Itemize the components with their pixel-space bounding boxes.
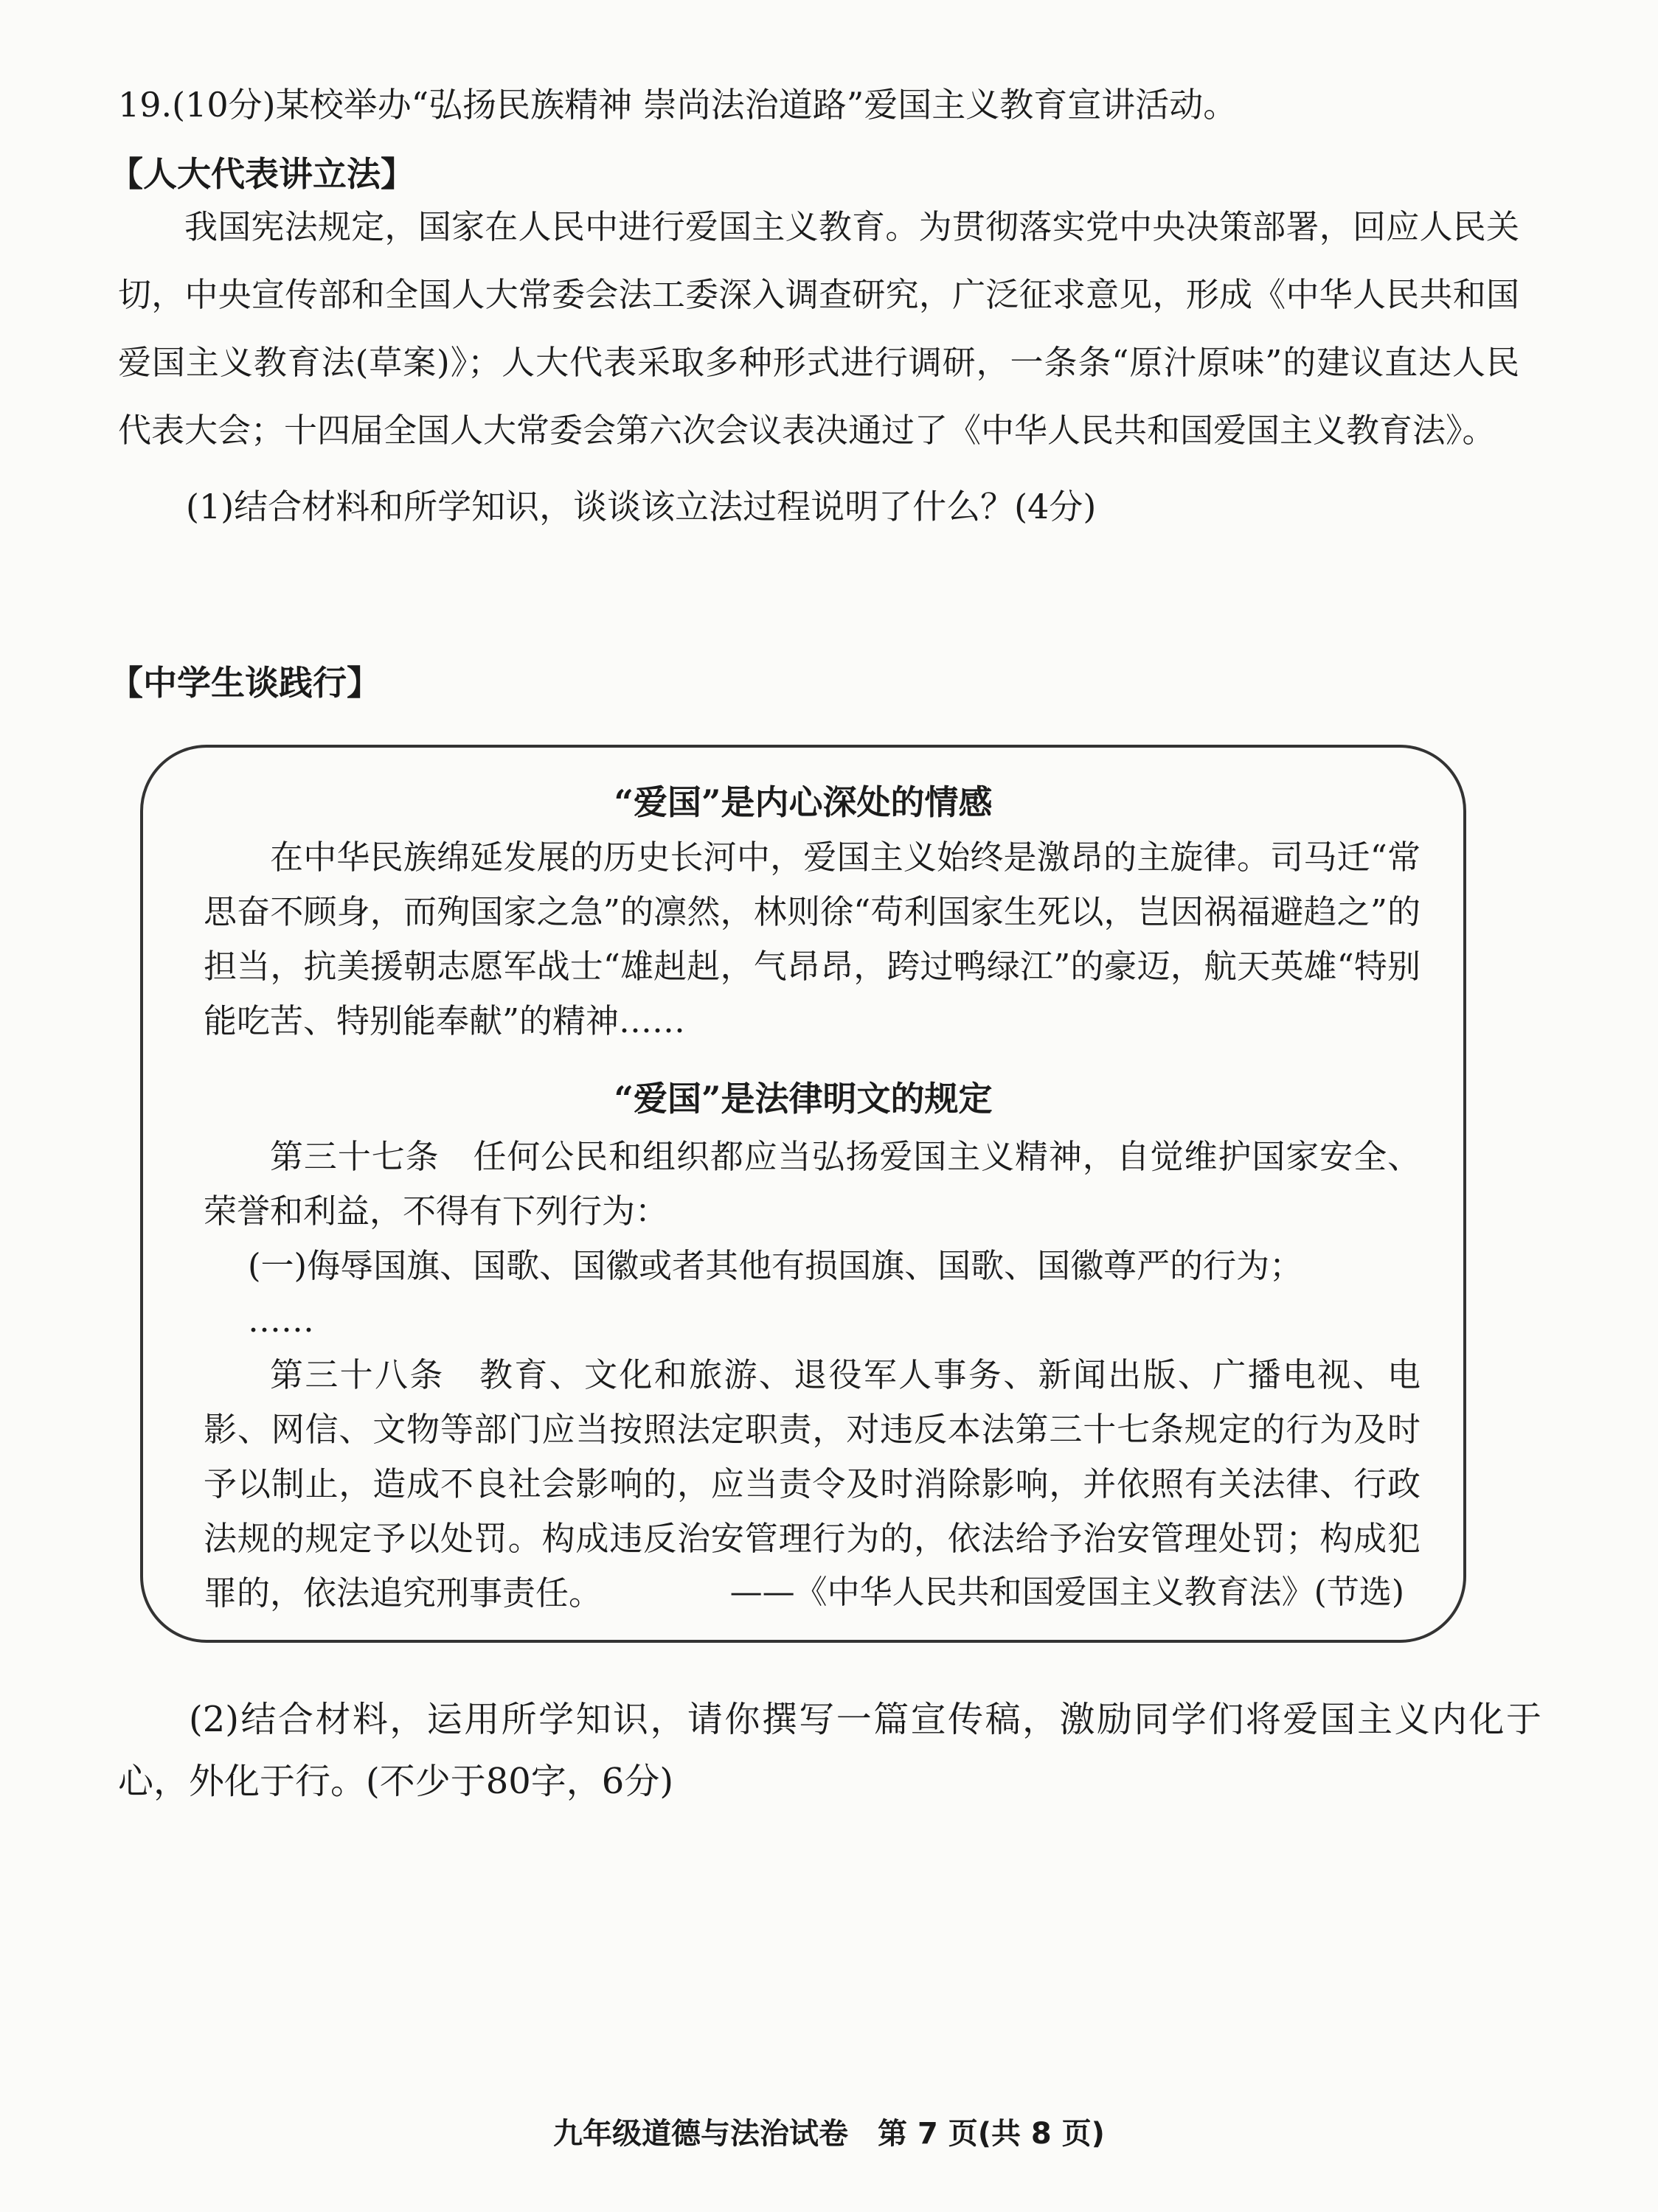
material-box bbox=[140, 745, 1466, 1643]
box-paragraph-ellipsis: …… bbox=[248, 1301, 314, 1340]
box-paragraph-article-38: 第三十八条 教育、文化和旅游、退役军人事务、新闻出版、广播电视、电影、网信、文物等部门应当按照法定职责，对违反本法第三十七条规定的行为及时予以制止，造成不良社会影响的，应当责令及时消除影响，并依照有关法律、行政法规的规定予以处罚。构成违反治安管理行为的，依法给予治安管理处罚；构成犯罪的，依法追究刑事责任。 bbox=[204, 1355, 1421, 1613]
page-footer: 九年级道德与法治试卷 第 7 页(共 8 页) bbox=[553, 2117, 1105, 2151]
box-title-emotion: “爱国”是内心深处的情感 bbox=[614, 782, 993, 822]
section-heading-students: 【中学生谈践行】 bbox=[109, 663, 381, 703]
box-paragraph-article-37: 第三十七条 任何公民和组织都应当弘扬爱国主义精神，自觉维护国家安全、荣誉和利益，不得有下列行为： bbox=[204, 1137, 1421, 1231]
box-source-citation: ——《中华人民共和国爱国主义教育法》(节选) bbox=[729, 1573, 1404, 1611]
section-heading-npc: 【人大代表讲立法】 bbox=[109, 154, 414, 194]
section-paragraph-legislation: 我国宪法规定，国家在人民中进行爱国主义教育。为贯彻落实党中央决策部署，回应人民关切，中央宣传部和全国人大常委会法工委深入调查研究，广泛征求意见，形成《中华人民共和国爱国主义教育法(草案)》；人大代表采取多种形式进行调研，一条条“原汁原味”的建议直达人民代表大会；十四届全国人大常委会第六次会议表决通过了《中华人民共和国爱国主义教育法》。 bbox=[118, 207, 1519, 450]
sub-question-2: (2)结合材料，运用所学知识，请你撰写一篇宣传稿，激励同学们将爱国主义内化于心，外化于行。(不少于80字，6分) bbox=[118, 1699, 1541, 1802]
question-title: 19.(10分)某校举办“弘扬民族精神 崇尚法治道路”爱国主义教育宣讲活动。 bbox=[118, 85, 1238, 125]
sub-question-1: (1)结合材料和所学知识，谈谈该立法过程说明了什么？(4分) bbox=[186, 487, 1097, 526]
box-paragraph-history: 在中华民族绵延发展的历史长河中，爱国主义始终是激昂的主旋律。司马迁“常思奋不顾身，而殉国家之急”的凛然，林则徐“苟利国家生死以，岂因祸福避趋之”的担当，抗美援朝志愿军战士“雄赳赳，气昂昂，跨过鸭绿江”的豪迈，航天英雄“特别能吃苦、特别能奉献”的精神…… bbox=[204, 838, 1421, 1040]
box-paragraph-item-1: (一)侮辱国旗、国歌、国徽或者其他有损国旗、国歌、国徽尊严的行为； bbox=[248, 1246, 1303, 1285]
box-title-law: “爱国”是法律明文的规定 bbox=[614, 1079, 993, 1119]
